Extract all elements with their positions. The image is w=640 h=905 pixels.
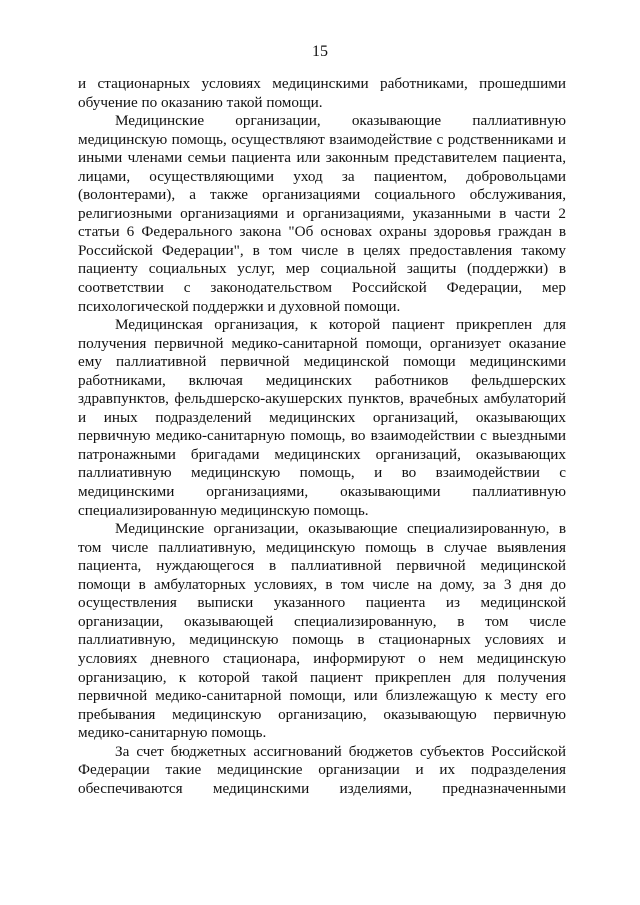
page-number: 15 bbox=[312, 43, 328, 60]
paragraph-discharge-notification: Медицинские организации, оказывающие специализированную, в том числе паллиативную, медицинскую помощь в случае выявления пациента, нуждающегося в паллиативной первичной медицинской помощи в амбулаторных условиях, в том числе на дому, за 3 дня до осуществления выписки указанного пациента из медицинской организации, оказывающей специализированную, в том числе паллиативную, медицинскую помощь в стационарных условиях и условиях дневного стационара, информируют о нем медицинскую организацию, к которой такой пациент прикреплен для получения первичной медико-санитарной помощи, или близлежащую к месту его пребывания медицинскую организацию, оказывающую первичную медико-санитарную помощь. bbox=[78, 520, 566, 742]
paragraph-continued: и стационарных условиях медицинскими работниками, прошедшими обучение по оказанию такой помощи. bbox=[78, 75, 566, 111]
paragraph-primary-care-organization: Медицинская организация, к которой пациент прикреплен для получения первичной медико-санитарной помощи, организует оказание ему паллиативной первичной медицинской помощи медицинскими работниками, включая медицинских работников фельдшерских здравпунктов, фельдшерско-акушерских пунктов, врачебных амбулаторий и иных подразделений медицинских организаций, оказывающих первичную медико-санитарную помощь, во взаимодействии с выездными патронажными бригадами медицинских организаций, оказывающих паллиативную медицинскую помощь, и во взаимодействии с медицинскими организациями, оказывающими паллиативную специализированную медицинскую помощь. bbox=[78, 316, 566, 519]
document-body bbox=[78, 75, 566, 798]
paragraph-palliative-interaction: Медицинские организации, оказывающие паллиативную медицинскую помощь, осуществляют взаимодействие с родственниками и иными членами семьи пациента или законным представителем пациента, лицами, осуществляющими уход за пациентом, добровольцами (волонтерами), а также организациями социального обслуживания, религиозными организациями и организациями, указанными в части 2 статьи 6 Федерального закона "Об основах охраны здоровья граждан в Российской Федерации", в том числе в целях предоставления такому пациенту социальных услуг, мер социальной защиты (поддержки) в соответствии с законодательством Российской Федерации, мер психологической поддержки и духовной помощи. bbox=[78, 112, 566, 315]
paragraph-budget-funding: За счет бюджетных ассигнований бюджетов субъектов Российской Федерации такие медицинские организации и их подразделения обеспечиваются медицинскими изделиями, предназначенными bbox=[78, 742, 566, 797]
